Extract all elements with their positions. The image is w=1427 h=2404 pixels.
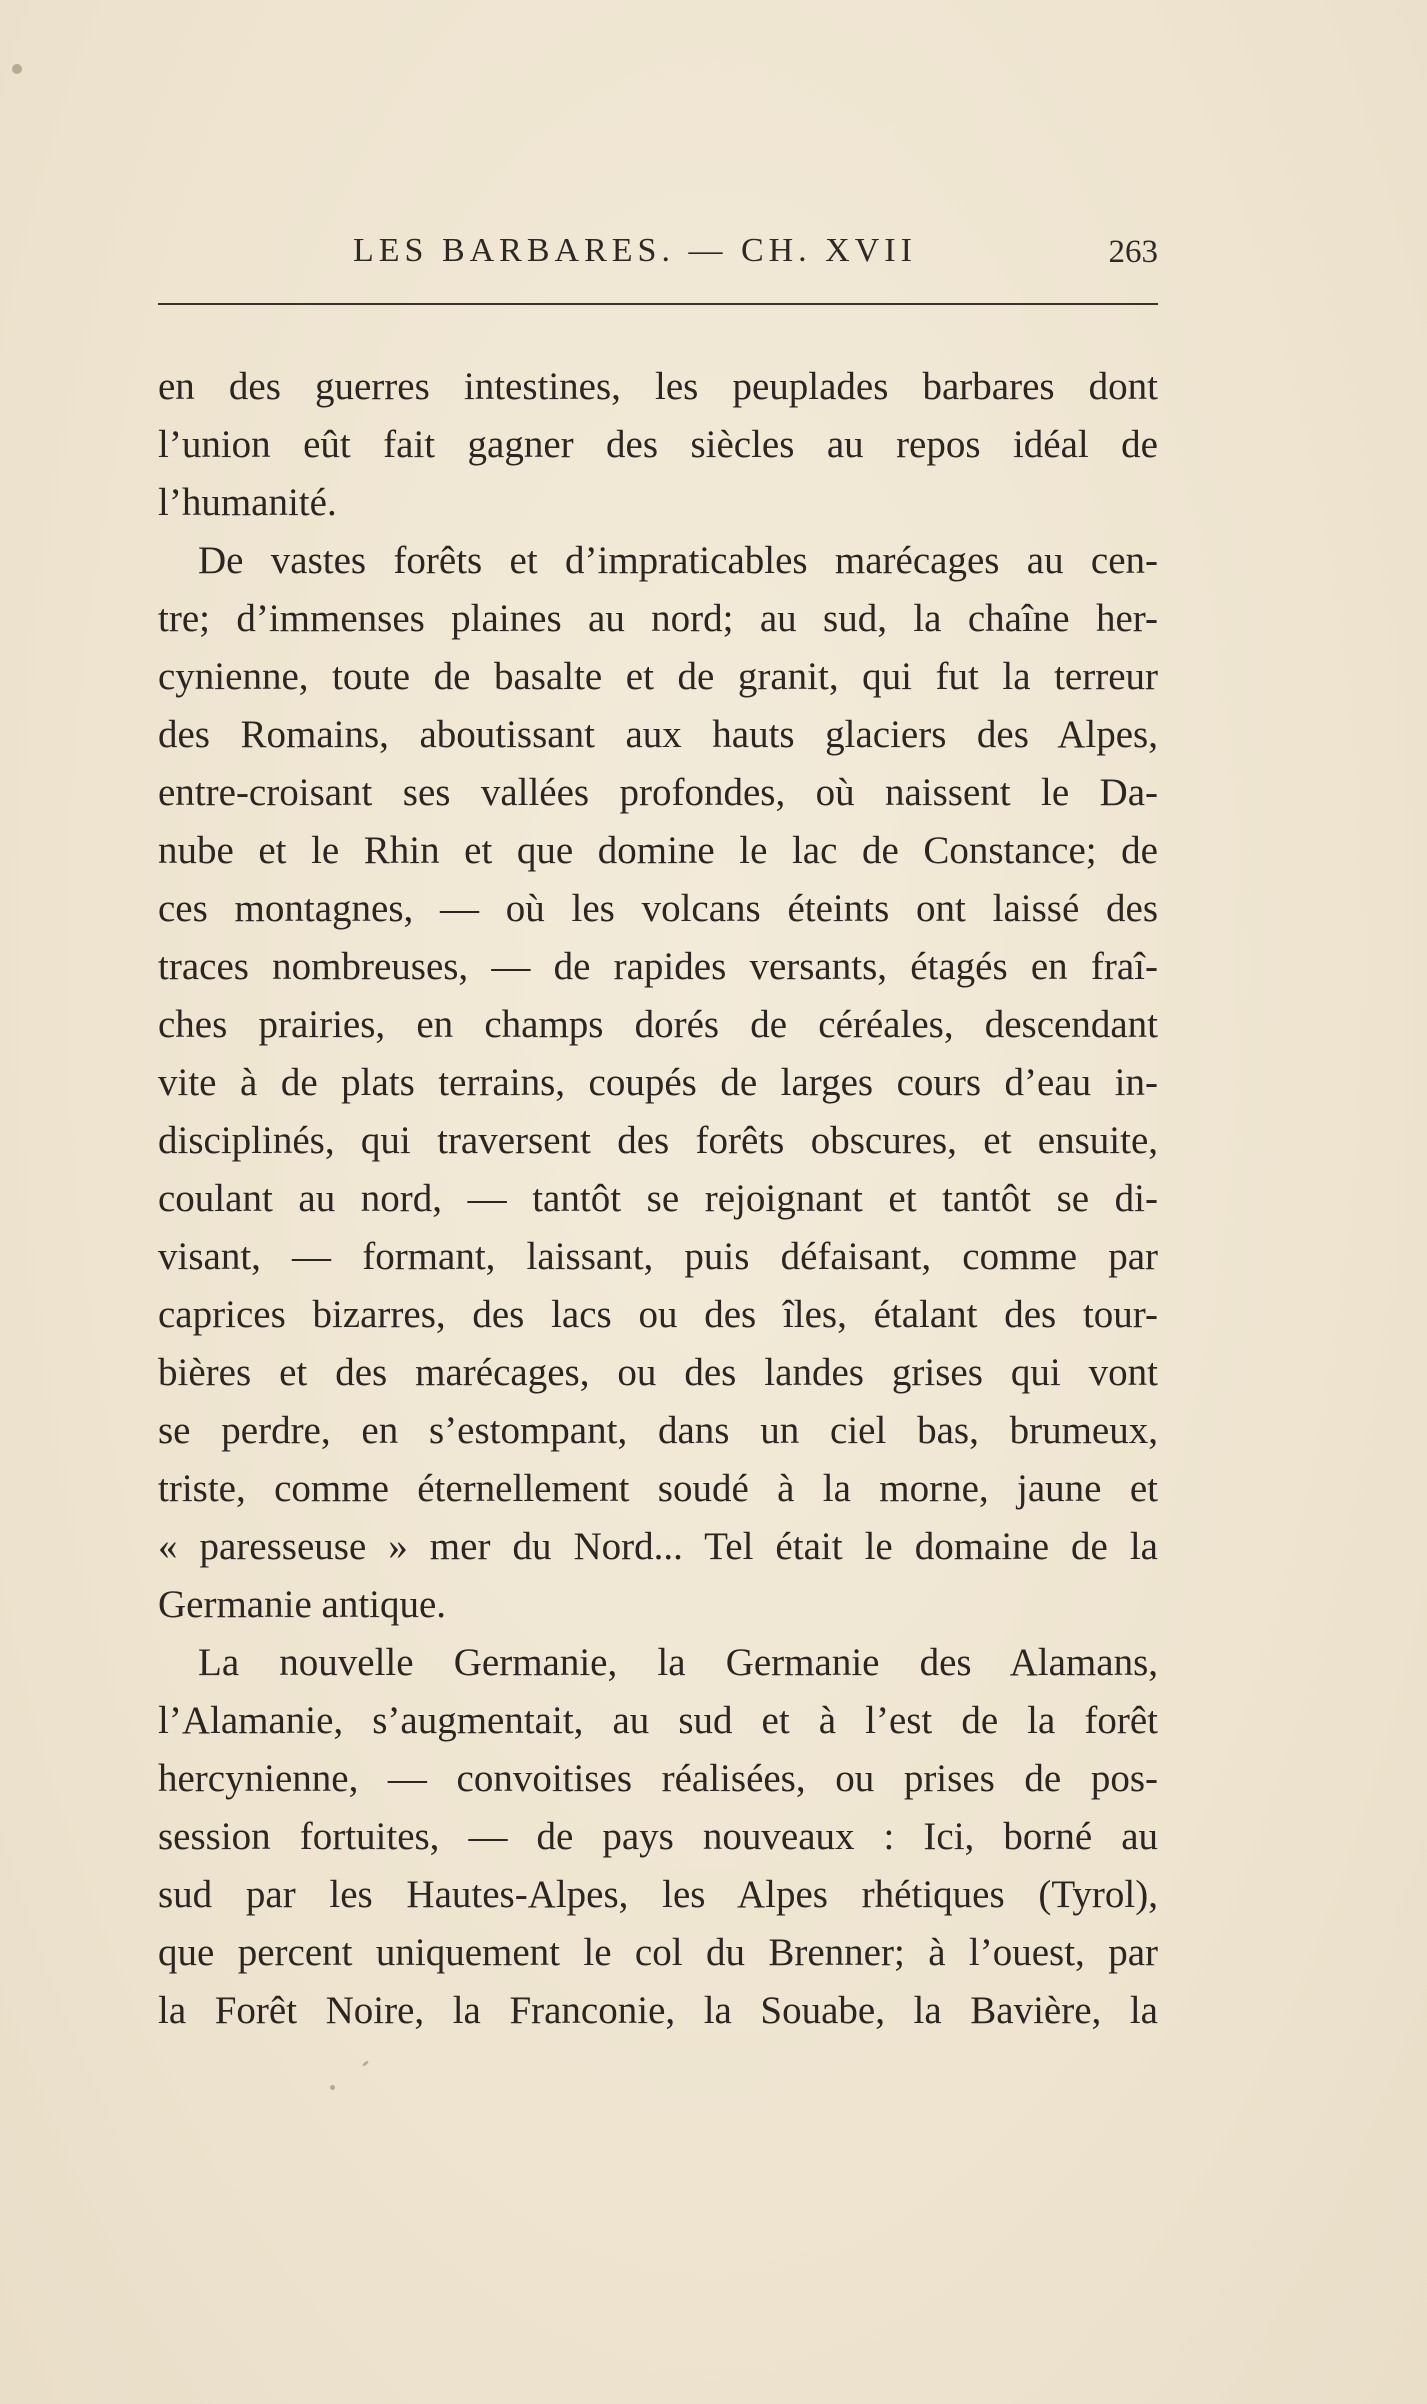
paper-speck — [12, 64, 22, 74]
header-rule — [158, 303, 1158, 305]
text-line: session fortuites, — de pays nouveaux : Ici, borné au — [158, 1815, 1158, 1858]
text-line: se perdre, en s’estompant, dans un ciel bas, brumeux, — [158, 1409, 1158, 1452]
text-line: triste, comme éternellement soudé à la morne, jaune et — [158, 1467, 1158, 1510]
text-line: l’Alamanie, s’augmentait, au sud et à l’est de la forêt — [158, 1699, 1158, 1742]
text-line: disciplinés, qui traversent des forêts obscures, et ensuite, — [158, 1119, 1158, 1162]
body-text — [158, 358, 1158, 2040]
text-line: la Forêt Noire, la Franconie, la Souabe, la Bavière, la — [158, 1989, 1158, 2032]
text-line: visant, — formant, laissant, puis défaisant, comme par — [158, 1235, 1158, 1278]
running-title: LES BARBARES. — CH. XVII — [353, 232, 917, 269]
text-line: entre-croisant ses vallées profondes, où naissent le Da- — [158, 771, 1158, 814]
text-line: La nouvelle Germanie, la Germanie des Alamans, — [198, 1641, 1158, 1684]
paper-speck — [330, 2085, 335, 2090]
running-head — [158, 232, 1158, 282]
text-line: des Romains, aboutissant aux hauts glaciers des Alpes, — [158, 713, 1158, 756]
text-line: vite à de plats terrains, coupés de larges cours d’eau in- — [158, 1061, 1158, 1104]
text-line: sud par les Hautes-Alpes, les Alpes rhétiques (Tyrol), — [158, 1873, 1158, 1916]
text-line: l’union eût fait gagner des siècles au repos idéal de — [158, 423, 1158, 466]
text-line: hercynienne, — convoitises réalisées, ou prises de pos- — [158, 1757, 1158, 1800]
text-line: bières et des marécages, ou des landes grises qui vont — [158, 1351, 1158, 1394]
text-line: traces nombreuses, — de rapides versants, étagés en fraî- — [158, 945, 1158, 988]
text-line: ces montagnes, — où les volcans éteints ont laissé des — [158, 887, 1158, 930]
text-line: De vastes forêts et d’impraticables marécages au cen- — [198, 539, 1158, 582]
text-line: que percent uniquement le col du Brenner; à l’ouest, par — [158, 1931, 1158, 1974]
page-number: 263 — [1108, 234, 1158, 270]
text-line: en des guerres intestines, les peuplades barbares dont — [158, 365, 1158, 408]
text-line: coulant au nord, — tantôt se rejoignant et tantôt se di- — [158, 1177, 1158, 1220]
text-line: Germanie antique. — [158, 1583, 447, 1626]
text-line: ches prairies, en champs dorés de céréales, descendant — [158, 1003, 1158, 1046]
text-line: tre; d’immenses plaines au nord; au sud, la chaîne her- — [158, 597, 1158, 640]
text-line: nube et le Rhin et que domine le lac de Constance; de — [158, 829, 1158, 872]
paper-speck — [362, 2060, 369, 2067]
text-line: l’humanité. — [158, 481, 337, 524]
text-line: « paresseuse » mer du Nord... Tel était le domaine de la — [158, 1525, 1158, 1568]
text-line: caprices bizarres, des lacs ou des îles, étalant des tour- — [158, 1293, 1158, 1336]
text-line: cynienne, toute de basalte et de granit, qui fut la terreur — [158, 655, 1158, 698]
